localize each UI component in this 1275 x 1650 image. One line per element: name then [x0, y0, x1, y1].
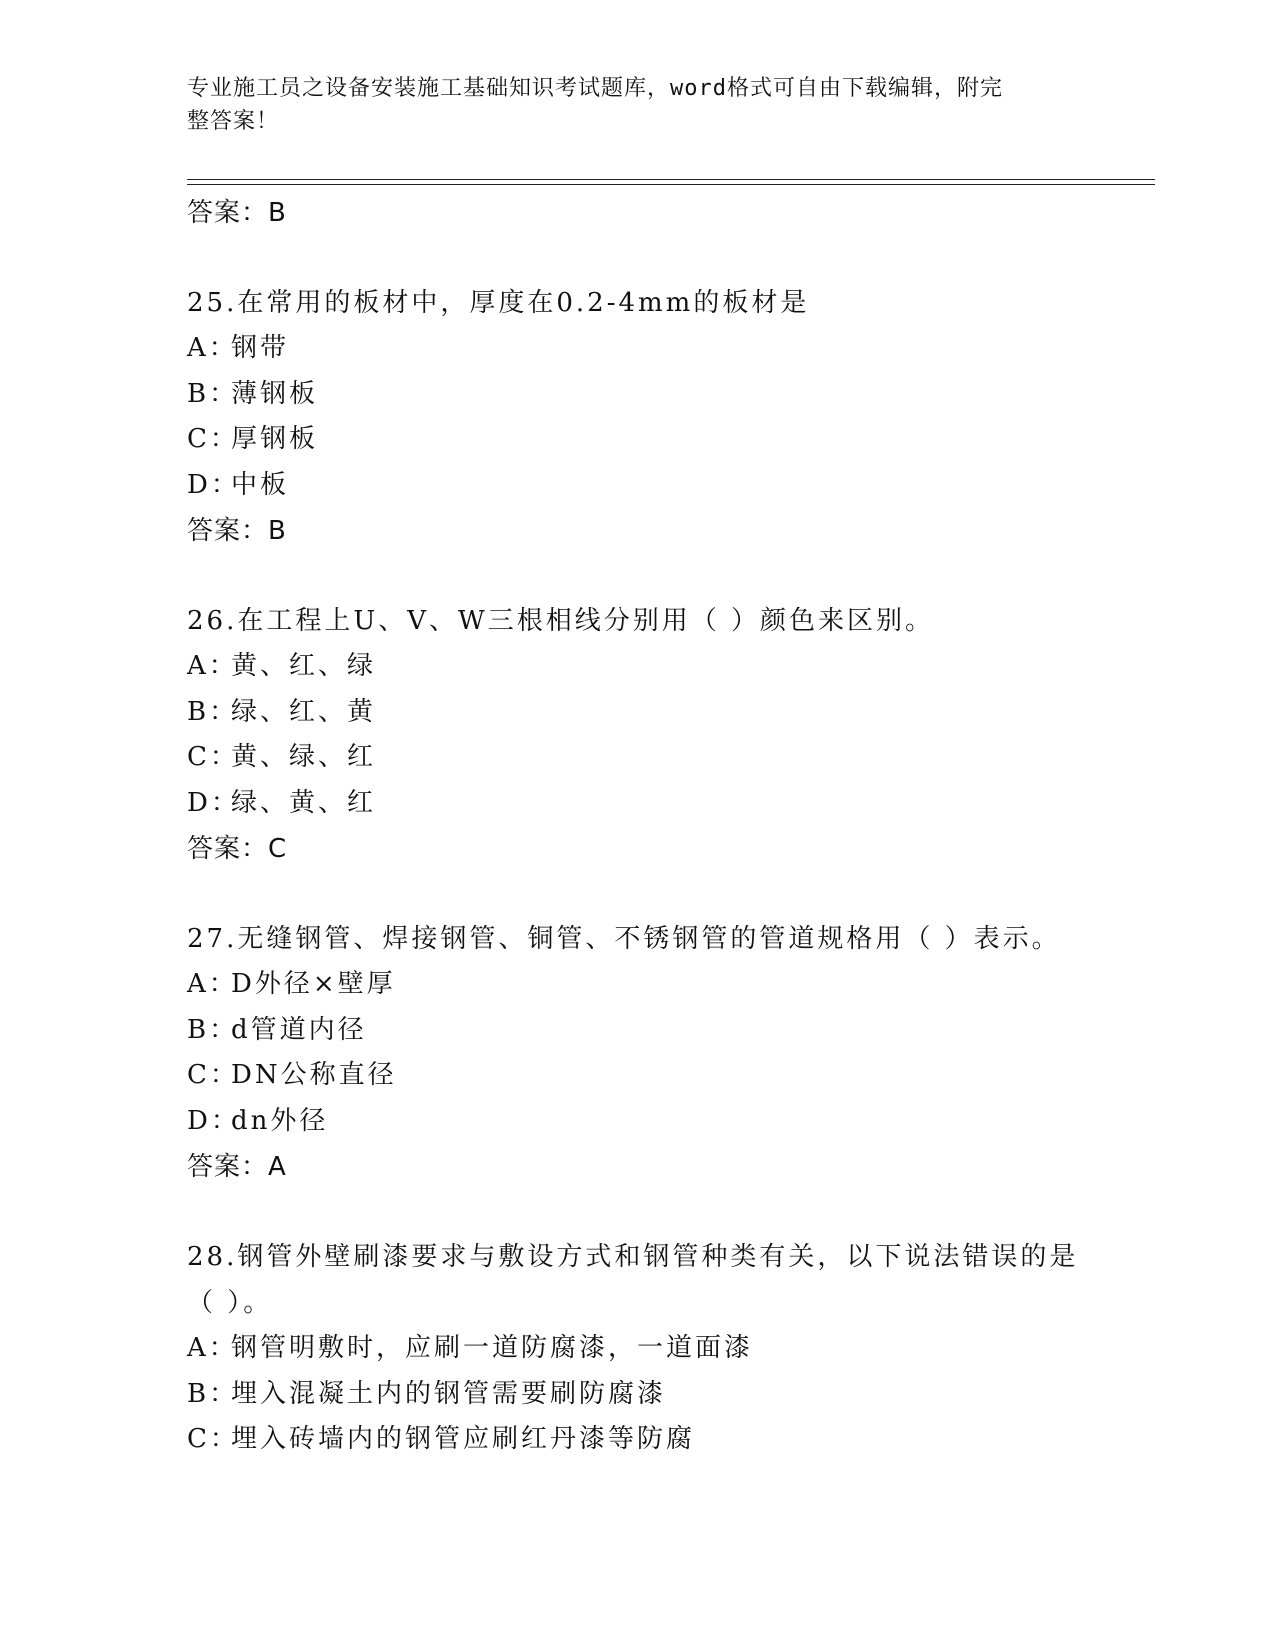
question-list	[187, 190, 1147, 1463]
answer-text: 答案：A	[187, 1152, 287, 1182]
question-28	[187, 1234, 1147, 1463]
option-key: C：	[187, 424, 239, 454]
option-key: B：	[187, 378, 239, 409]
option-d	[187, 1099, 1147, 1145]
option-b	[187, 1372, 1147, 1418]
option-key: D：	[187, 469, 240, 500]
option-c	[187, 1417, 1147, 1463]
option-text: 厚钢板	[231, 424, 319, 454]
question-25	[187, 280, 1147, 554]
option-text: dn外径	[231, 1105, 329, 1136]
option-key: A：	[187, 651, 238, 681]
header-line-1: 专业施工员之设备安装施工基础知识考试题库，word格式可自由下载编辑，附完	[187, 76, 1003, 101]
option-text: d管道内径	[231, 1014, 367, 1045]
header-line-2: 整答案！	[187, 109, 280, 134]
option-c	[187, 417, 1147, 463]
option-c	[187, 735, 1147, 781]
question-stem: 25.在常用的板材中，厚度在0.2-4mm的板材是	[187, 288, 810, 318]
question-26	[187, 598, 1147, 872]
option-a	[187, 962, 1147, 1008]
option-key: D：	[187, 787, 240, 818]
question-stem-line-1: 28.钢管外壁刷漆要求与敷设方式和钢管种类有关，以下说法错误的是	[187, 1242, 1079, 1272]
option-text: 中板	[231, 469, 290, 500]
option-d	[187, 463, 1147, 509]
option-key: A：	[187, 1333, 238, 1363]
option-b	[187, 372, 1147, 418]
option-text: 薄钢板	[231, 378, 319, 409]
option-key: D：	[187, 1105, 240, 1136]
option-key: B：	[187, 696, 239, 727]
option-key: B：	[187, 1378, 239, 1409]
option-b	[187, 690, 1147, 736]
header-divider-top	[187, 179, 1155, 180]
option-key: C：	[187, 1060, 239, 1090]
option-key: B：	[187, 1014, 239, 1045]
answer-text: 答案：B	[187, 516, 287, 546]
question-stem: 26.在工程上U、V、W三根相线分别用（ ）颜色来区别。	[187, 606, 935, 636]
question-stem: 27.无缝钢管、焊接钢管、铜管、不锈钢管的管道规格用（ ）表示。	[187, 924, 1061, 954]
question-27	[187, 916, 1147, 1190]
option-text: 埋入混凝土内的钢管需要刷防腐漆	[231, 1378, 667, 1409]
option-text: 绿、黄、红	[231, 787, 377, 818]
option-text: 埋入砖墙内的钢管应刷红丹漆等防腐	[231, 1424, 696, 1454]
option-key: C：	[187, 742, 239, 772]
option-text: 黄、红、绿	[231, 651, 377, 681]
option-text: 黄、绿、红	[231, 742, 377, 772]
option-key: C：	[187, 1424, 239, 1454]
option-text: 钢带	[231, 333, 290, 363]
option-text: D外径×壁厚	[231, 969, 396, 999]
option-key: A：	[187, 969, 238, 999]
question-stem-line-2: （ ）。	[187, 1288, 273, 1318]
option-text: DN公称直径	[231, 1060, 397, 1090]
document-header	[187, 72, 1067, 138]
option-a	[187, 1326, 1147, 1372]
option-text: 钢管明敷时，应刷一道防腐漆，一道面漆	[231, 1333, 754, 1363]
option-d	[187, 781, 1147, 827]
answer-text: 答案：B	[187, 198, 287, 228]
option-a	[187, 644, 1147, 690]
option-a	[187, 326, 1147, 372]
header-divider-bottom	[187, 184, 1155, 185]
answer-text: 答案：C	[187, 834, 288, 864]
option-key: A：	[187, 333, 238, 363]
option-text: 绿、红、黄	[231, 696, 377, 727]
option-b	[187, 1008, 1147, 1054]
option-c	[187, 1053, 1147, 1099]
